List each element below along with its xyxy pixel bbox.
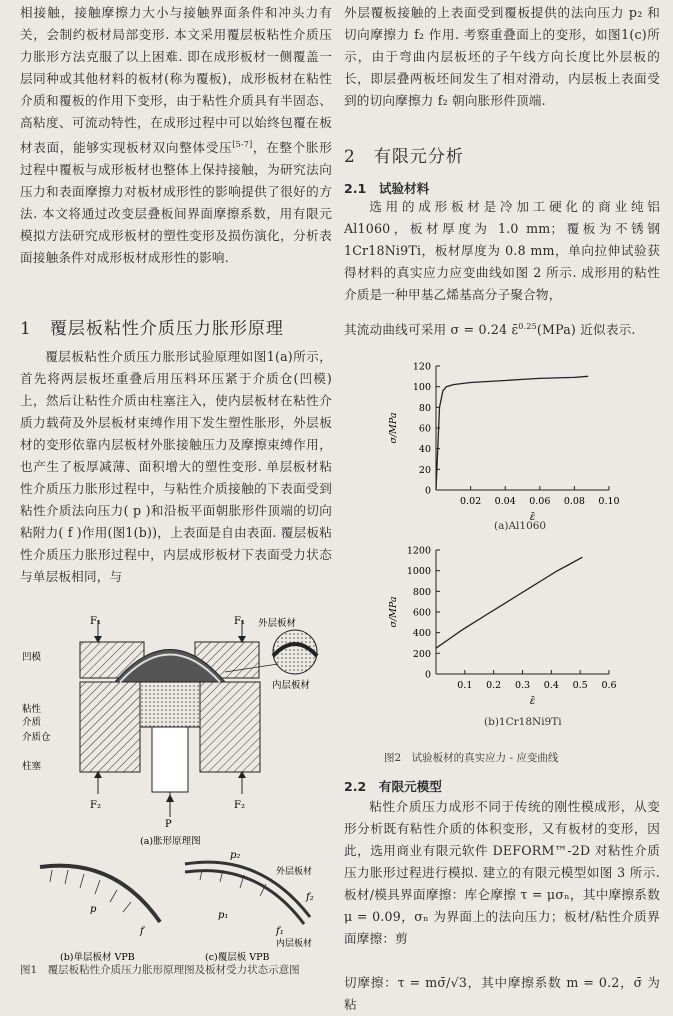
y-tick-label: 60 [418,423,431,435]
paragraph-2-1-equation: 其流动曲线可采用 σ = 0.24 ε̄$^{0.25}$(MPa) 近似表示. [344,322,636,338]
label-outer-sheet: 外层板材 [258,618,297,629]
section-2-title: 2 有限元分析 [344,147,464,167]
y-tick-label: 0 [424,485,431,497]
y-tick-label: 800 [412,586,431,598]
b-label-f: f [140,926,144,937]
x-axis-label: ε̄ [529,512,536,523]
chart-b-caption: (b)1Cr18Ni9Ti [484,716,562,728]
x-axis-label: ε̄ [529,696,536,707]
c-label-p2: p₂ [230,850,241,861]
chart-a-caption: (a)Al1060 [494,520,547,532]
y-tick-label: 400 [412,628,431,640]
label-p: P [165,819,172,830]
y-tick-label: 120 [412,361,431,373]
paragraph-2-2-tail: 切摩擦：τ = mσ̄/√3，其中摩擦系数 m = 0.2，σ̄ 为粘 [344,975,660,1012]
c-label-outer: 外层板材 [276,867,313,877]
x-tick-label: 0.5 [572,680,588,691]
paragraph-intro-end: 相接触，接触摩擦力大小与接触界面条件和冲头力有关，会制约板材局部变形. 本文采用覆层板粘性介质压力胀形方法克服了以上困难. 即在成形板材一侧覆盖一层同种或其他材料的板材(称为覆板)，成形板材在粘性介质和覆板的作用下变形，由于粘性介质具有半固态、高粘度、可流动特性，在成形过程中可以始终包覆在板材表面，能够实现板材双向整体受压[5-7]，在整个胀形过程中覆板与成形板材也整体上保持接触，为研究法向压力和表面摩擦力对板材成形性的影响提供了很好的方法. 本文将通过改变层叠板间界面摩擦系数，用有限元模拟方法研究成形板材的塑性变形及损伤演化，分析表面接触条件对成形板材成形性的影响. [20,5,333,266]
series-line-Al1060 [436,376,588,490]
y-tick-label: 80 [418,402,431,414]
label-f1-left: F₁ [90,616,101,627]
die-left [80,682,140,772]
single-sheet [40,866,160,922]
y-tick-label: 1000 [406,566,431,578]
x-tick-label: 0.08 [563,496,585,507]
label-f1-right: F₁ [234,616,245,627]
x-tick-label: 0.1 [457,680,473,691]
viscous-medium [140,682,200,727]
y-tick-label: 1200 [406,545,431,557]
y-tick-label: 40 [418,444,431,456]
figure-1 [20,612,332,992]
label-die: 凹模 [22,652,42,663]
label-f2-right: F₂ [234,800,245,811]
b-label-p: p [90,904,97,915]
y-tick-label: 20 [418,464,431,476]
caption-1c: (c)覆层板 VPB [205,952,270,963]
section-1-title: 1 覆层板粘性介质压力胀形原理 [20,319,284,339]
label-chamber: 介质仓 [22,732,51,743]
paragraph-2-2: 粘性介质压力成形不同于传统的刚性模成形，从变形分析既有粘性介质的体积变形，又有板材的变形，因此，选用商业有限元软件 DEFORM™-2D 对粘性介质压力胀形过程进行模拟. 建立的有限元模型如图 3 所示. 板材/模具界面摩擦：库仑摩擦 τ = μσₙ，其中摩擦系数 μ = 0.09，σₙ 为界面上的法向压力；板材/粘性介质界面摩擦：剪 [344,799,660,946]
x-tick-label: 0.02 [460,496,482,507]
c-label-f1: f₁ [276,926,284,937]
x-tick-label: 0.06 [529,496,551,507]
caption-1b: (b)单层板材 VPB [60,952,135,963]
y-tick-label: 0 [424,669,431,681]
caption-1a: (a)胀形原理图 [140,836,201,847]
x-tick-label: 0.2 [486,680,502,691]
label-inner-sheet: 内层板材 [272,680,311,691]
c-label-inner: 内层板材 [276,939,313,949]
subsection-2-1-title: 2.1 试验材料 [344,181,430,196]
plunger [152,727,188,792]
y-axis-label: σ/MPa [388,412,399,444]
y-tick-label: 600 [412,607,431,619]
c-label-p1: p₁ [218,910,229,921]
series-line-1Cr18Ni9Ti [436,557,582,648]
x-tick-label: 0.10 [598,496,620,507]
figure-2-caption: 图2 试验板材的真实应力 - 应变曲线 [384,752,559,764]
y-tick-label: 200 [412,648,431,660]
x-tick-label: 0.04 [494,496,516,507]
paragraph-2-1: 选用的成形板材是冷加工硬化的商业纯铝 Al1060，板材厚度为 1.0 mm；覆板为不锈钢 1Cr18Ni9Ti，板材厚度为 0.8 mm，单向拉伸试验获得材料的真实应力应变曲线如图 2 所示. 成形用的粘性介质是一种甲基乙烯基高分子聚合物， [344,199,660,302]
x-tick-label: 0.4 [543,680,559,691]
subsection-2-2-title: 2.2 有限元模型 [344,779,442,794]
label-viscous-2: 介质 [22,717,42,728]
chart-al1060 [384,358,654,538]
label-f2-left: F₂ [90,800,101,811]
die-right [200,682,260,772]
c-label-f2: f₂ [306,892,314,903]
x-tick-label: 0.3 [514,680,531,691]
y-axis-label: σ/MPa [388,596,399,628]
paragraph-section-1: 覆层板粘性介质压力胀形试验原理如图1(a)所示，首先将两层板坯重叠后用压料环压紧于介质仓(凹模)上，然后让粘性介质由柱塞注入，使内层板材在粘性介质力载荷及外层板材束缚作用下发生塑性胀形，外层板材的变形依靠内层板材外胀接触压力及摩擦束缚作用，也产生了板厚减薄、面积增大的塑性变形. 单层板材粘性介质压力胀形过程中，与粘性介质接触的下表面受到粘性介质法向压力( p )和沿板平面朝胀形件顶端的切向粘附力( f )作用(图1(b))，上表面是自由表面. 覆层板粘性介质压力胀形过程中，内层成形板材下表面受力状态与单层板相同，与 [20,349,332,584]
label-viscous-1: 粘性 [22,704,42,715]
x-tick-label: 0.6 [601,680,617,691]
chart-1cr18ni9ti [384,542,654,722]
paragraph-right-top: 外层覆板接触的上表面受到覆板提供的法向压力 p₂ 和切向摩擦力 f₂ 作用. 考察重叠面上的变形，如图1(c)所示，由于弯曲内层板坯的子午线方向长度比外层板的长，即层叠两板坯间发生了相对滑动，内层板上表面受到的切向摩擦力 f₂ 朝向胀形件顶端. [344,5,660,108]
label-plunger: 柱塞 [22,761,42,772]
figure-1-caption: 图1 覆层板粘性介质压力胀形原理图及板材受力状态示意图 [20,964,300,976]
y-tick-label: 100 [412,382,431,394]
inner-sheet [185,871,304,924]
